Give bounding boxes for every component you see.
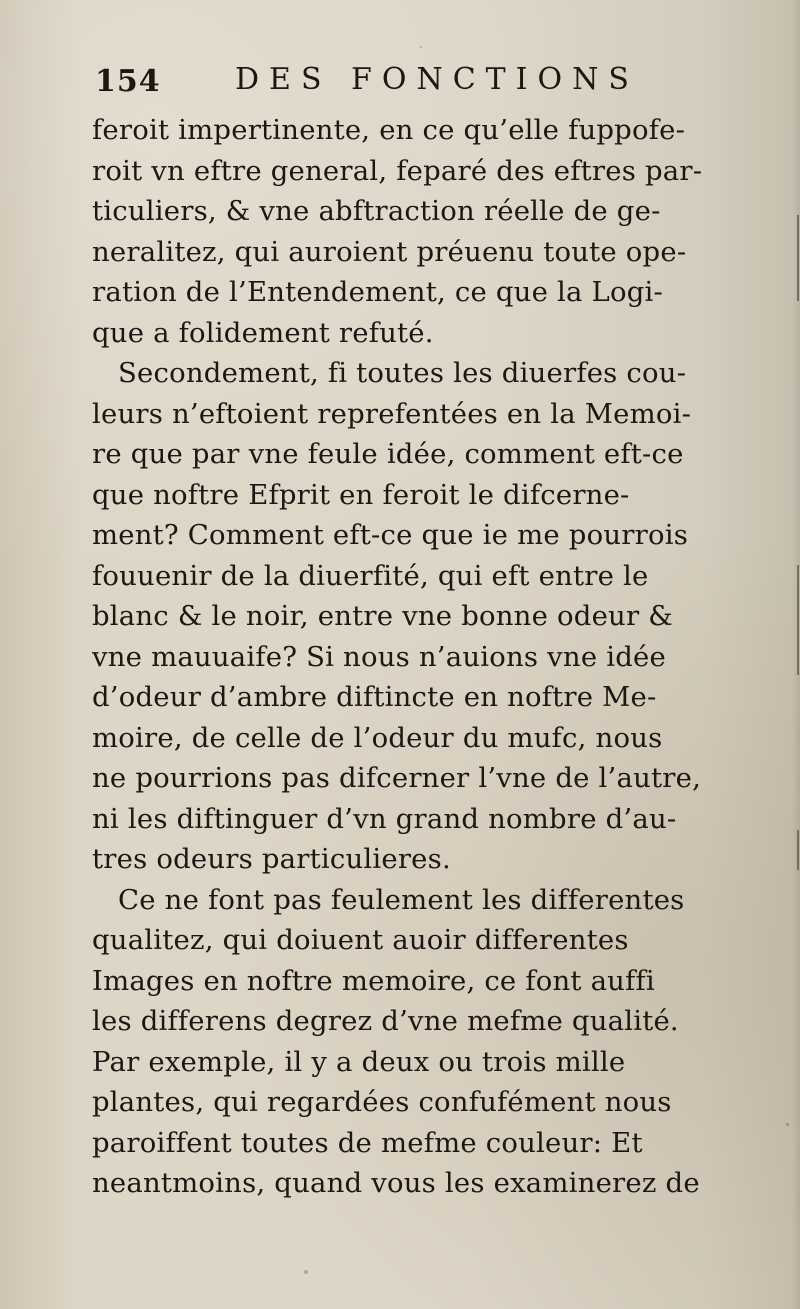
paper-speck	[420, 46, 422, 48]
page-edge-mark	[797, 215, 799, 301]
body-text	[92, 110, 732, 1204]
text-line: plantes, qui regardées confufément nous	[92, 1086, 672, 1118]
text-line: ticuliers, & vne abftraction réelle de ge-	[92, 195, 661, 227]
text-line: paroiffent toutes de mefme couleur: Et	[92, 1126, 643, 1159]
text-line: fouuenir de la diuerfité, qui eft entre le	[92, 559, 649, 592]
running-title: DES FONCTIONS	[235, 62, 639, 97]
text-line: ne pourrions pas difcerner l’vne de l’autre,	[92, 762, 702, 794]
paper-speck	[786, 1123, 789, 1126]
text-line: vne mauuaife? Si nous n’auions vne idée	[92, 640, 666, 673]
text-line: Par exemple, il y a deux ou trois mille	[92, 1045, 626, 1078]
text-line: tres odeurs particulieres.	[92, 843, 451, 875]
text-line: que a folidement refuté.	[92, 316, 434, 349]
text-line: les differens degrez d’vne mefme qualité.	[92, 1005, 679, 1037]
text-line: ration de l’Entendement, ce que la Logi-	[92, 276, 664, 308]
page-edge-mark	[797, 830, 799, 870]
text-line: ment? Comment eft-ce que ie me pourrois	[92, 519, 689, 551]
text-line: feroit impertinente, en ce qu’elle fuppofe-	[92, 114, 686, 146]
running-head	[95, 62, 775, 104]
text-line: moire, de celle de l’odeur du mufc, nous	[92, 721, 663, 754]
text-line: blanc & le noir, entre vne bonne odeur &	[92, 600, 673, 632]
text-line: que noftre Efprit en feroit le difcerne-	[92, 478, 630, 511]
paragraph-start-line: Ce ne font pas feulement les differentes	[118, 883, 685, 916]
text-line: leurs n’eftoient reprefentées en la Memoi-	[92, 397, 692, 430]
text-line: roit vn eftre general, feparé des eftres par-	[92, 154, 703, 187]
text-line: neralitez, qui auroient préuenu toute ope-	[92, 235, 687, 268]
text-line: Images en noftre memoire, ce font auffi	[92, 964, 655, 997]
text-line: d’odeur d’ambre diftincte en noftre Me-	[92, 681, 657, 713]
text-line: re que par vne feule idée, comment eft-ce	[92, 438, 684, 470]
text-line: qualitez, qui doiuent auoir differentes	[92, 924, 629, 956]
paper-speck	[304, 1270, 308, 1274]
paragraph-start-line: Secondement, fi toutes les diuerfes cou-	[118, 357, 687, 389]
text-line: ni les diftinguer d’vn grand nombre d’au-	[92, 802, 677, 835]
page-number: 154	[95, 64, 161, 99]
page-edge-mark	[797, 565, 799, 675]
text-line: neantmoins, quand vous les examinerez de	[92, 1167, 700, 1199]
